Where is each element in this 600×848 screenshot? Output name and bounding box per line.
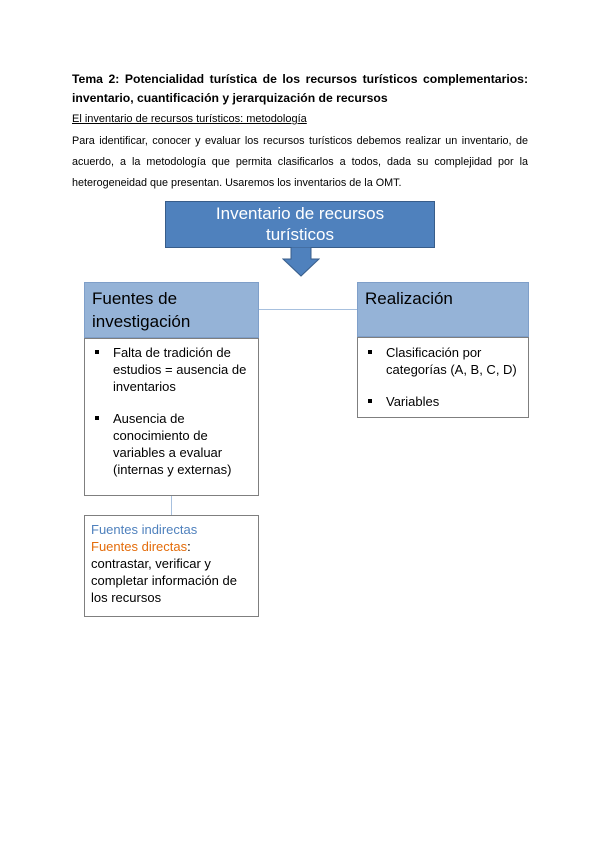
sources-header-line-1: Fuentes de [92, 289, 178, 308]
section-subtitle: El inventario de recursos turísticos: metodología [72, 113, 307, 125]
indirect-sources-label: Fuentes indirectas [91, 522, 198, 537]
paragraph-line-3: heterogeneidad que presentan. Usaremos los inventarios de la OMT. [72, 177, 402, 189]
inventory-title-line-2: turísticos [265, 225, 335, 244]
title-line-1: Tema 2: Potencialidad turística de los recursos turísticos complementarios: [72, 72, 528, 86]
list-item: Clasificación por categorías (A, B, C, D) [364, 344, 522, 378]
source-types-box [84, 515, 259, 617]
sources-header-box [84, 282, 259, 338]
sources-list [91, 344, 252, 478]
paragraph-line-2: acuerdo, a la metodología que permita clasificarlos a todos, dada su complejidad por la [72, 156, 528, 168]
list-item: Falta de tradición de estudios = ausencia de inventarios [91, 344, 252, 395]
inventory-title-line-1: Inventario de recursos [215, 204, 385, 223]
down-arrow-icon [282, 247, 320, 277]
inventory-title-box [165, 201, 435, 248]
list-item: Variables [364, 393, 522, 410]
realization-header: Realización [365, 289, 453, 308]
connector-line-horizontal [259, 309, 357, 310]
sources-list-box [84, 338, 259, 496]
realization-list [364, 344, 522, 410]
list-item: Ausencia de conocimiento de variables a evaluar (internas y externas) [91, 410, 252, 478]
connector-line-vertical [171, 496, 172, 515]
realization-list-box [357, 337, 529, 418]
sources-header-line-2: investigación [92, 312, 191, 331]
title-line-2: inventario, cuantificación y jerarquización de recursos [72, 91, 388, 105]
paragraph-line-1: Para identificar, conocer y evaluar los recursos turísticos debemos realizar un inventario, de [72, 135, 528, 147]
direct-sources-text: : contrastar, verificar y completar información de los recursos [91, 539, 237, 605]
direct-sources-label: Fuentes directas [91, 539, 188, 554]
realization-header-box [357, 282, 529, 337]
